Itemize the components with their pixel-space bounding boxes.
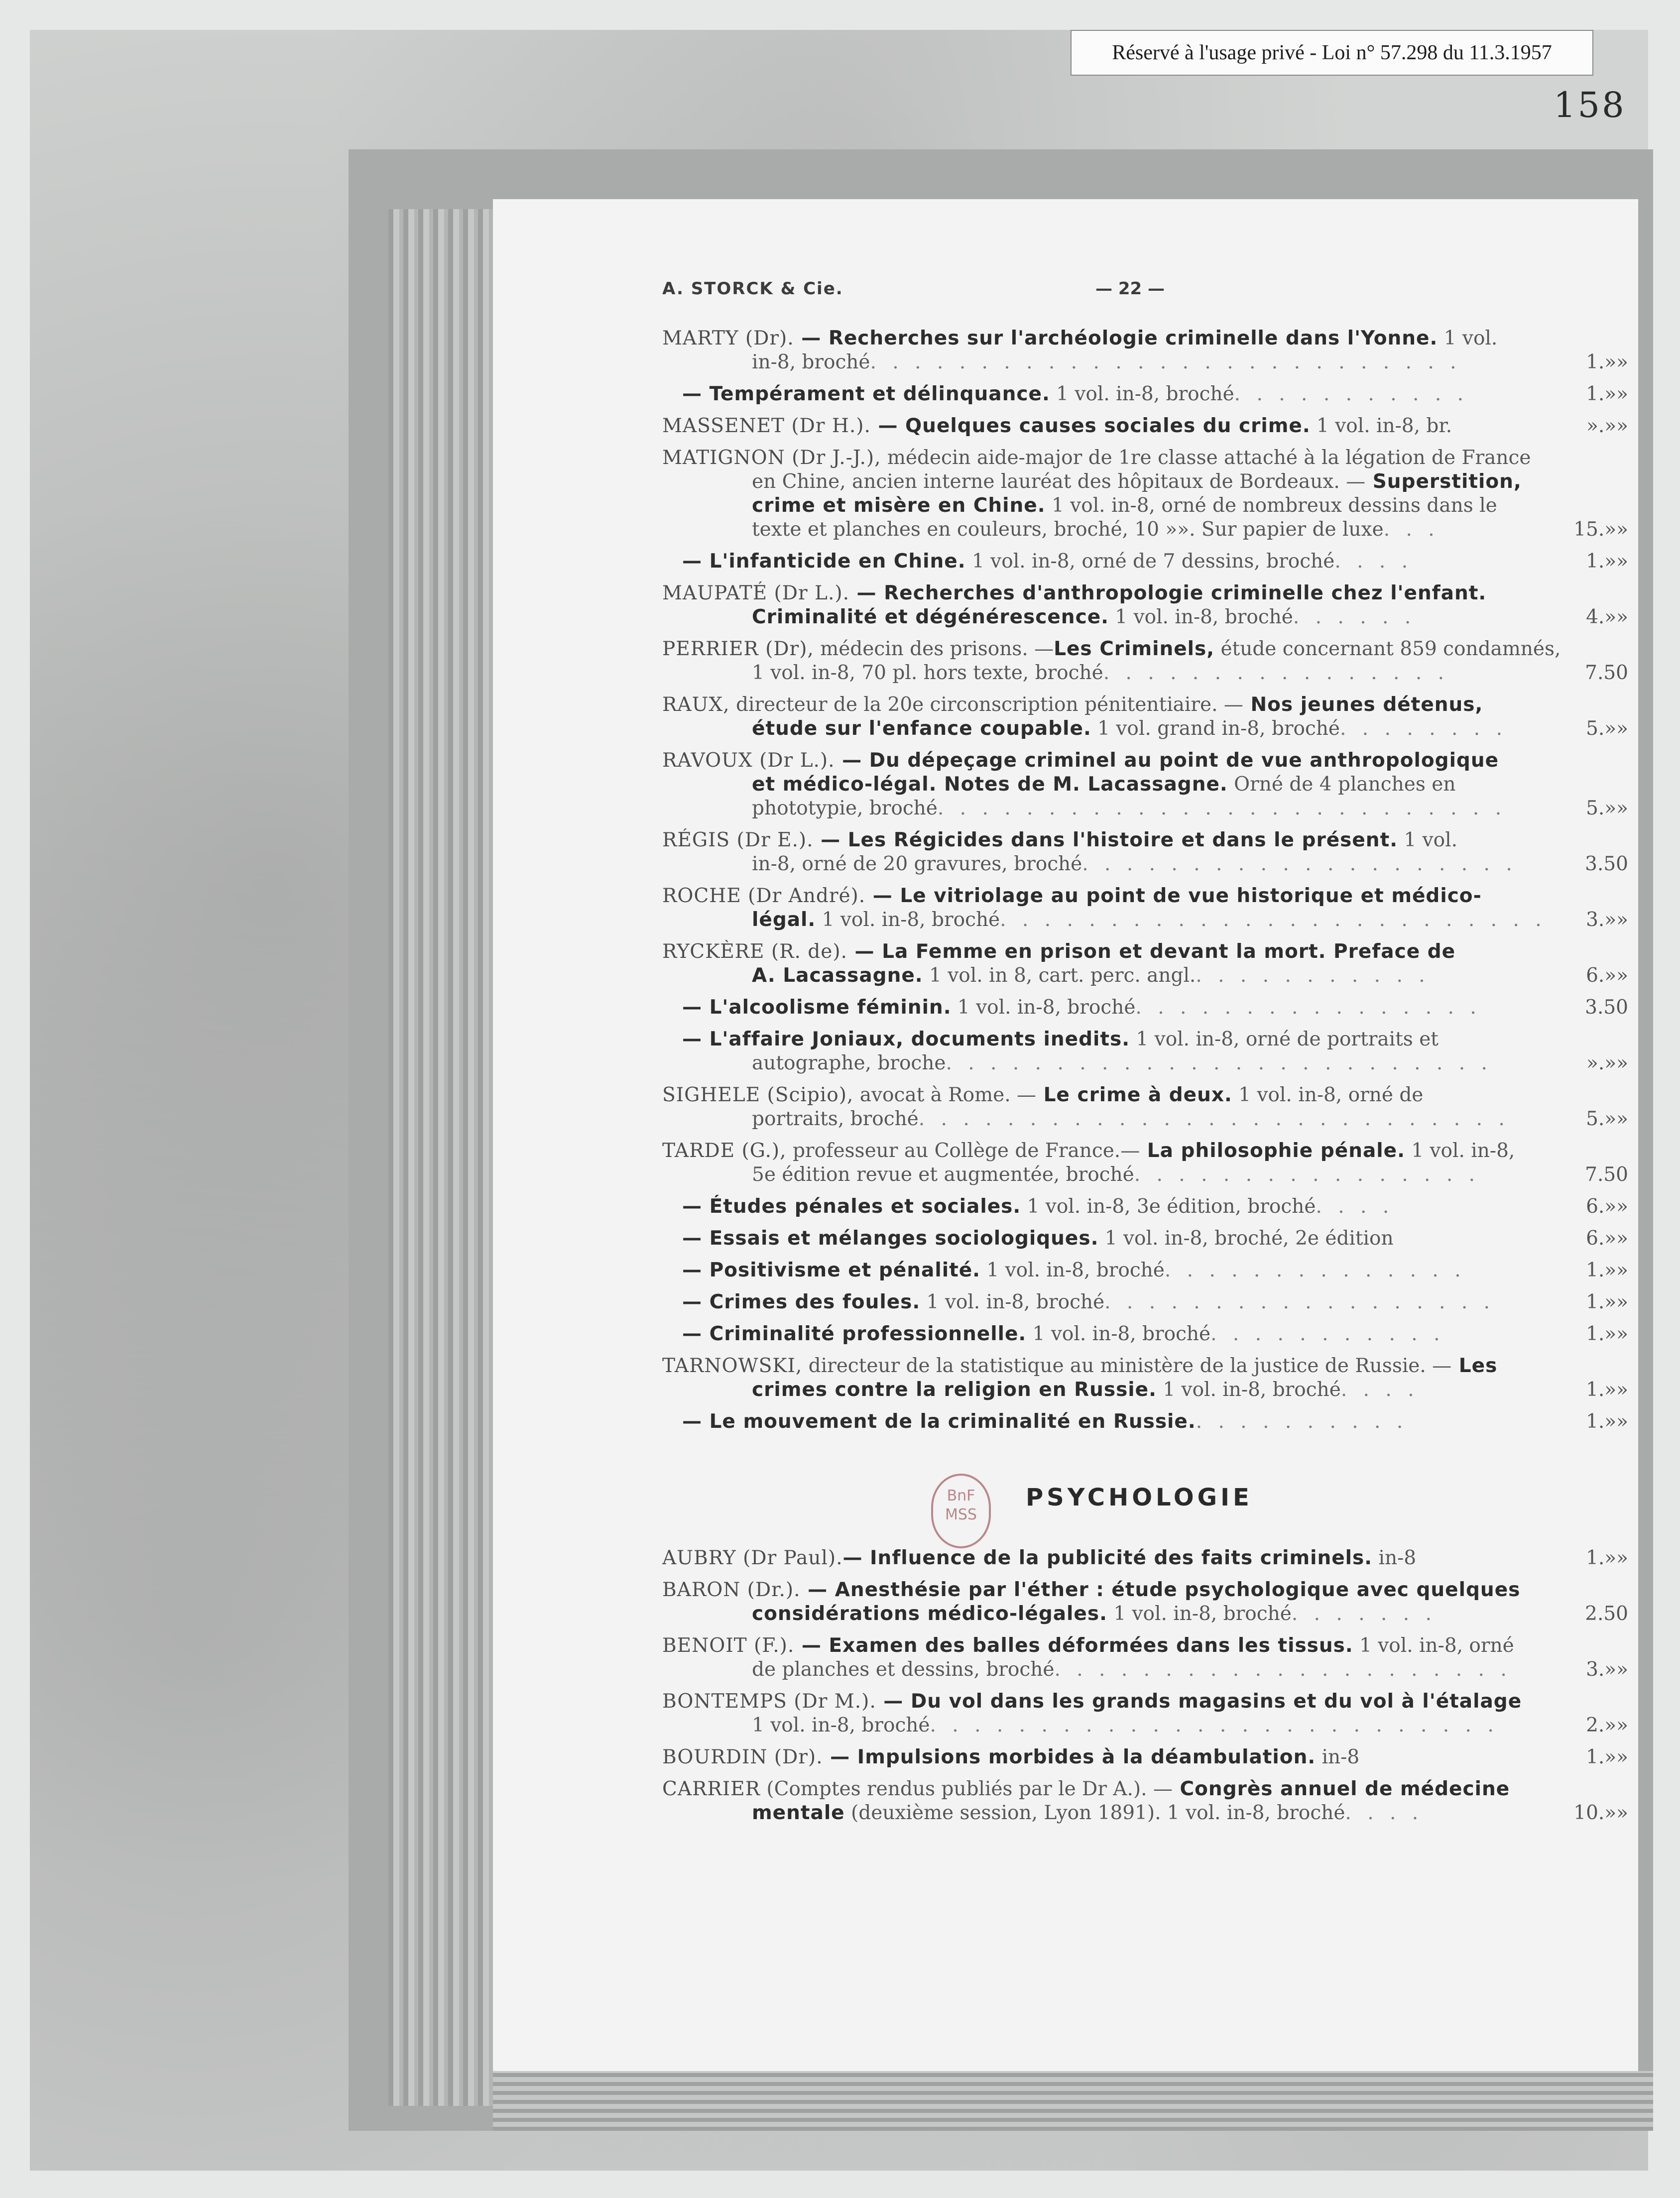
- catalogue-entry: [662, 1139, 1628, 1187]
- catalogue-entry: [662, 1690, 1628, 1737]
- entry-price: 5.»»: [1586, 1108, 1628, 1130]
- entry-leader-dots: . . . . . . . . . . . . . . . . . . . . . . . . .: [946, 1052, 1492, 1074]
- entry-price: 1.»»: [1586, 1746, 1628, 1768]
- entry-leader-dots: . . . . . . . . . . . . . . . . . .: [1104, 1291, 1495, 1313]
- entry-leader-dots: . . . . . . .: [1291, 1603, 1437, 1625]
- copyright-stamp: Réservé à l'usage privé - Loi n° 57.298 du 11.3.1957: [1071, 30, 1593, 76]
- catalogue-entry: [662, 1290, 1628, 1314]
- entry-line: [662, 717, 1628, 741]
- catalogue-entry: [662, 1546, 1628, 1570]
- entry-line: [662, 940, 1628, 964]
- entry-leader-dots: . . . . . . . . . . .: [1196, 964, 1430, 987]
- entry-leader-dots: . . . . . . . . . . . . . . . . . . . . . . . . . . .: [870, 351, 1461, 373]
- entry-line: [662, 1410, 1628, 1434]
- entry-author: MAUPATÉ (Dr L.).: [662, 582, 849, 604]
- entry-leader-dots: . . . .: [1316, 1195, 1394, 1218]
- entry-line: [662, 1602, 1628, 1626]
- entry-price: 1.»»: [1586, 1547, 1628, 1569]
- catalogue-entry: [662, 1195, 1628, 1219]
- entry-title: étude sur l'enfance coupable.: [752, 717, 1091, 740]
- entry-title: mentale: [752, 1802, 845, 1824]
- entry-text: (deuxième session, Lyon 1891). 1 vol. in-8, broché: [844, 1802, 1345, 1824]
- entry-leader-dots: . . . . . . . . . . . . . . . . . . . . .: [1054, 1658, 1512, 1681]
- catalogue-entry: [662, 446, 1628, 542]
- page-number: — 22 —: [1095, 279, 1165, 299]
- entry-text: de planches et dessins, broché: [752, 1658, 1055, 1681]
- catalogue-entry: [662, 1578, 1628, 1626]
- entry-text: 1 vol.: [1438, 327, 1498, 349]
- entry-line: [662, 1227, 1628, 1251]
- entry-title: Superstition,: [1365, 470, 1522, 493]
- catalogue-entries: [662, 327, 1628, 1434]
- entry-title: Les Criminels,: [1054, 638, 1215, 660]
- entry-price: 3.50: [1585, 996, 1628, 1019]
- entry-title: — Influence de la publicité des faits criminels.: [842, 1547, 1373, 1569]
- entry-price: 1.»»: [1586, 1291, 1628, 1313]
- entry-author: SIGHELE (Scipio),: [662, 1084, 854, 1106]
- section-title: PSYCHOLOGIE: [1026, 1484, 1253, 1511]
- entry-title: — Examen des balles déformées dans les tissus.: [794, 1634, 1353, 1657]
- entry-title: — Tempérament et délinquance.: [682, 383, 1050, 405]
- entry-price: 7.50: [1585, 662, 1628, 684]
- entry-title: — Du dépeçage criminel au point de vue anthropologique: [835, 749, 1499, 772]
- entry-leader-dots: . . . . . . . . . . . . . .: [1164, 1259, 1466, 1281]
- entry-author: TARNOWSKI,: [662, 1355, 803, 1377]
- entry-title: — Anesthésie par l'éther : étude psychologique avec quelques: [800, 1579, 1521, 1601]
- entry-line: [662, 414, 1628, 438]
- entry-author: RAVOUX (Dr L.).: [662, 749, 835, 772]
- catalogue-entry: [662, 1227, 1628, 1251]
- entry-price: 7.50: [1585, 1163, 1628, 1186]
- entry-text: 1 vol. in-8, 70 pl. hors texte, broché: [752, 662, 1103, 684]
- entry-line: [662, 550, 1628, 574]
- entry-title: — Études pénales et sociales.: [682, 1195, 1021, 1218]
- entry-line: [662, 637, 1628, 661]
- entry-title: — Les Régicides dans l'histoire et dans le présent.: [813, 829, 1398, 851]
- entry-text: 1 vol. grand in-8, broché: [1091, 717, 1340, 740]
- catalogue-entry: [662, 581, 1628, 629]
- page-header: [662, 279, 1628, 319]
- entry-line: [662, 1745, 1628, 1769]
- catalogue-entry: [662, 382, 1628, 406]
- entry-price: 2.50: [1585, 1603, 1628, 1625]
- entry-text: 1 vol. in 8, cart. perc. angl.: [923, 964, 1196, 987]
- entry-leader-dots: . . . . . . . . . . . . . . . . . . . .: [1082, 853, 1517, 875]
- entry-text: (Comptes rendus publiés par le Dr A.). —: [760, 1778, 1173, 1800]
- entry-leader-dots: . . . . . . . . . . . . . . . .: [1135, 996, 1481, 1019]
- catalogue-entry: [662, 749, 1628, 820]
- entry-author: BOURDIN (Dr).: [662, 1746, 823, 1768]
- catalogue-entry: [662, 1410, 1628, 1434]
- catalogue-entry: [662, 1777, 1628, 1825]
- entry-leader-dots: . . . . . .: [1293, 606, 1416, 628]
- entry-line: [662, 1658, 1628, 1682]
- entry-line: [662, 1578, 1628, 1602]
- entry-title: considérations médico-légales.: [752, 1603, 1107, 1625]
- entry-leader-dots: . . . . . . . . . .: [1196, 1410, 1408, 1433]
- seal-text-bottom: MSS: [945, 1506, 977, 1523]
- entry-line: [662, 996, 1628, 1020]
- entry-author: BONTEMPS (Dr M.).: [662, 1690, 876, 1713]
- entry-title: — L'affaire Joniaux, documents inedits.: [682, 1028, 1130, 1050]
- entry-line: [662, 828, 1628, 852]
- entry-leader-dots: . . . . . . . .: [1340, 717, 1507, 740]
- entry-text: 1 vol. in-8, orné: [1353, 1634, 1514, 1657]
- entry-title: Les: [1451, 1355, 1498, 1377]
- entry-price: 10.»»: [1573, 1802, 1628, 1824]
- entry-author: BENOIT (F.).: [662, 1634, 795, 1657]
- entry-price: 1.»»: [1586, 383, 1628, 405]
- entry-text: 1 vol. in-8, orné de 7 dessins, broché: [965, 550, 1335, 573]
- entry-author: MATIGNON (Dr J.-J.),: [662, 447, 881, 469]
- entry-line: [662, 1195, 1628, 1219]
- entry-text: 1 vol. in-8, broché, 2e édition: [1098, 1227, 1394, 1250]
- entry-author: PERRIER (Dr),: [662, 638, 814, 660]
- entry-leader-dots: . . . .: [1345, 1802, 1424, 1824]
- entry-line: [662, 581, 1628, 605]
- folio-number: 158: [1554, 85, 1626, 125]
- catalogue-page: [662, 279, 1628, 1825]
- entry-line: [662, 350, 1628, 374]
- entry-line: [662, 327, 1628, 350]
- entry-line: [662, 1290, 1628, 1314]
- entry-author: TARDE (G.),: [662, 1140, 787, 1162]
- entry-price: 6.»»: [1586, 964, 1628, 987]
- entry-price: 1.»»: [1586, 1323, 1628, 1345]
- entry-title: — La Femme en prison et devant la mort. Preface de: [847, 940, 1456, 963]
- entry-line: [662, 773, 1628, 797]
- entry-text: 1 vol. in-8, br.: [1310, 415, 1452, 437]
- entry-text: 1 vol. in-8, broché: [1107, 1603, 1292, 1625]
- entry-price: 1.»»: [1586, 1259, 1628, 1281]
- entry-title: — Du vol dans les grands magasins et du vol à l'étalage: [876, 1690, 1522, 1713]
- entry-text: 1 vol. in-8, orné de: [1232, 1084, 1424, 1106]
- entry-leader-dots: . . . . . . . . . . . . . . . .: [1134, 1163, 1480, 1186]
- entry-price: 1.»»: [1586, 1410, 1628, 1433]
- entry-text: directeur de la 20e circonscription pénitentiaire. —: [729, 694, 1243, 716]
- bnf-mss-seal-icon: [931, 1474, 991, 1548]
- entry-price: 3.»»: [1586, 909, 1628, 931]
- catalogue-entry: [662, 1354, 1628, 1402]
- entry-leader-dots: . . . . . . . . . . .: [1210, 1323, 1445, 1345]
- catalogue-entry: [662, 884, 1628, 932]
- entry-leader-dots: . . . . . . . . . . .: [1234, 383, 1469, 405]
- entry-price: 6.»»: [1586, 1195, 1628, 1218]
- entry-title: — Quelques causes sociales du crime.: [870, 415, 1311, 437]
- catalogue-entry: [662, 414, 1628, 438]
- entry-price: 1.»»: [1586, 550, 1628, 573]
- entry-author: RAUX,: [662, 694, 730, 716]
- entry-text: in-8, orné de 20 gravures, broché: [752, 853, 1082, 875]
- entry-text: professeur au Collège de France.—: [786, 1140, 1140, 1162]
- entry-text: médecin des prisons. —: [814, 638, 1054, 660]
- entry-line: [662, 1801, 1628, 1825]
- entry-text: in-8: [1372, 1547, 1417, 1569]
- entry-text: 1 vol. in-8, broché: [951, 996, 1136, 1019]
- catalogue-entry: [662, 693, 1628, 741]
- entry-line: [662, 797, 1628, 820]
- entry-author: MARTY (Dr).: [662, 327, 794, 349]
- entry-text: in-8, broché: [752, 351, 870, 373]
- entry-line: [662, 1777, 1628, 1801]
- entry-line: [662, 661, 1628, 685]
- entry-text: avocat à Rome. —: [853, 1084, 1036, 1106]
- entry-price: 3.50: [1585, 853, 1628, 875]
- entry-author: RÉGIS (Dr E.).: [662, 829, 814, 851]
- entry-text: 1 vol. in-8, broché: [920, 1291, 1105, 1313]
- entry-title: — Crimes des foules.: [682, 1291, 921, 1313]
- entry-title: A. Lacassagne.: [752, 964, 923, 987]
- entry-leader-dots: . . . . . . . . . . . . . . . . . . . . . . . . .: [1000, 909, 1547, 931]
- entry-price: 4.»»: [1586, 606, 1628, 628]
- entry-title: crimes contre la religion en Russie.: [752, 1379, 1157, 1401]
- entry-text: 1 vol. in-8, 3e édition, broché: [1021, 1195, 1316, 1218]
- entry-title: crime et misère en Chine.: [752, 494, 1046, 517]
- catalogue-entry: [662, 327, 1628, 374]
- entry-line: [662, 1083, 1628, 1107]
- entry-text: en Chine, ancien interne lauréat des hôpitaux de Bordeaux. —: [752, 470, 1366, 493]
- book-bottom-edge: [493, 2071, 1653, 2131]
- section-header: [662, 1479, 1628, 1538]
- entry-text: 1 vol. in-8, broché: [752, 1714, 930, 1736]
- entry-author: AUBRY (Dr Paul).: [662, 1547, 843, 1569]
- catalogue-entry: [662, 1259, 1628, 1282]
- entry-title: — Le mouvement de la criminalité en Russie.: [682, 1410, 1196, 1433]
- entry-leader-dots: . . . . . . . . . . . . . . . . . . . . . . . . . .: [930, 1714, 1499, 1736]
- entry-line: [662, 693, 1628, 717]
- psychology-entries: [662, 1546, 1628, 1825]
- entry-line: [662, 1163, 1628, 1187]
- entry-text: directeur de la statistique au ministère de la justice de Russie. —: [802, 1355, 1452, 1377]
- entry-author: MASSENET (Dr H.).: [662, 415, 871, 437]
- entry-title: — L'alcoolisme féminin.: [682, 996, 952, 1019]
- entry-text: 1 vol.: [1398, 829, 1458, 851]
- entry-author: ROCHE (Dr André).: [662, 885, 866, 907]
- entry-title: légal.: [752, 909, 816, 931]
- entry-line: [662, 1139, 1628, 1163]
- entry-price: ».»»: [1586, 415, 1628, 437]
- catalogue-entry: [662, 940, 1628, 988]
- entry-text: phototypie, broché: [752, 797, 938, 819]
- entry-text: portraits, broché: [752, 1108, 919, 1130]
- catalogue-entry: [662, 1634, 1628, 1682]
- catalogue-entry: [662, 996, 1628, 1020]
- entry-title: Congrès annuel de médecine: [1172, 1778, 1510, 1800]
- entry-line: [662, 470, 1628, 494]
- entry-price: 5.»»: [1586, 797, 1628, 819]
- entry-title: La philosophie pénale.: [1140, 1140, 1405, 1162]
- entry-leader-dots: . . . .: [1340, 1379, 1419, 1401]
- entry-title: — Essais et mélanges sociologiques.: [682, 1227, 1099, 1250]
- entry-text: 1 vol. in-8, broché: [1050, 383, 1234, 405]
- entry-line: [662, 494, 1628, 518]
- entry-line: [662, 1634, 1628, 1658]
- entry-text: autographe, broche: [752, 1052, 946, 1074]
- entry-line: [662, 605, 1628, 629]
- entry-line: [662, 1378, 1628, 1402]
- entry-text: 1 vol. in-8, orné de portraits et: [1130, 1028, 1439, 1050]
- entry-line: [662, 908, 1628, 932]
- entry-text: 1 vol. in-8, broché: [1156, 1379, 1341, 1401]
- entry-line: [662, 1259, 1628, 1282]
- entry-line: [662, 1690, 1628, 1714]
- entry-line: [662, 1051, 1628, 1075]
- entry-text: 1 vol. in-8, broché: [980, 1259, 1165, 1281]
- entry-author: CARRIER: [662, 1778, 760, 1800]
- entry-line: [662, 1714, 1628, 1737]
- entry-title: — L'infanticide en Chine.: [682, 550, 966, 573]
- entry-price: 15.»»: [1573, 518, 1628, 541]
- entry-title: — Impulsions morbides à la déambulation.: [823, 1746, 1316, 1768]
- entry-line: [662, 1546, 1628, 1570]
- entry-line: [662, 382, 1628, 406]
- entry-price: 2.»»: [1586, 1714, 1628, 1736]
- seal-text-top: BnF: [947, 1487, 975, 1504]
- entry-line: [662, 446, 1628, 470]
- catalogue-entry: [662, 1322, 1628, 1346]
- catalogue-entry: [662, 637, 1628, 685]
- entry-title: — Positivisme et pénalité.: [682, 1259, 980, 1281]
- catalogue-entry: [662, 1028, 1628, 1075]
- entry-line: [662, 884, 1628, 908]
- entry-text: 5e édition revue et augmentée, broché: [752, 1163, 1134, 1186]
- entry-author: BARON (Dr.).: [662, 1579, 801, 1601]
- entry-title: et médico-légal. Notes de M. Lacassagne.: [752, 773, 1228, 796]
- entry-line: [662, 1107, 1628, 1131]
- entry-text: 1 vol. in-8, orné de nombreux dessins dans le: [1045, 494, 1497, 517]
- entry-title: — Criminalité professionnelle.: [682, 1323, 1027, 1345]
- entry-line: [662, 964, 1628, 988]
- entry-price: 3.»»: [1586, 1658, 1628, 1681]
- entry-text: 1 vol. in-8, broché: [1026, 1323, 1211, 1345]
- entry-leader-dots: . . . . . . . . . . . . . . . . . . . . . . . . . .: [937, 797, 1507, 819]
- publisher-name: A. STORCK & Cie.: [662, 279, 843, 299]
- entry-title: — Recherches d'anthropologie criminelle chez l'enfant.: [849, 582, 1487, 604]
- catalogue-entry: [662, 550, 1628, 574]
- entry-price: 1.»»: [1586, 1379, 1628, 1401]
- entry-text: 1 vol. in-8,: [1405, 1140, 1515, 1162]
- catalogue-entry: [662, 1083, 1628, 1131]
- entry-text: Orné de 4 planches en: [1227, 773, 1456, 796]
- entry-line: [662, 1322, 1628, 1346]
- entry-leader-dots: . . .: [1383, 518, 1440, 541]
- entry-line: [662, 1354, 1628, 1378]
- entry-title: — Le vitriolage au point de vue historique et médico-: [865, 885, 1482, 907]
- entry-price: ».»»: [1586, 1052, 1628, 1074]
- entry-line: [662, 518, 1628, 542]
- entry-text: 1 vol. in-8, broché: [1108, 606, 1293, 628]
- book-page-edges: [388, 209, 508, 2106]
- entry-line: [662, 852, 1628, 876]
- entry-text: texte et planches en couleurs, broché, 10 »». Sur papier de luxe: [752, 518, 1384, 541]
- entry-leader-dots: . . . . . . . . . . . . . . . .: [1103, 662, 1449, 684]
- entry-title: Le crime à deux.: [1036, 1084, 1232, 1106]
- entry-author: RYCKÈRE (R. de).: [662, 940, 847, 963]
- entry-price: 6.»»: [1586, 1227, 1628, 1250]
- entry-line: [662, 749, 1628, 773]
- entry-text: étude concernant 859 condamnés,: [1214, 638, 1561, 660]
- entry-line: [662, 1028, 1628, 1051]
- entry-leader-dots: . . . . . . . . . . . . . . . . . . . . . . . . . . .: [918, 1108, 1510, 1130]
- entry-leader-dots: . . . .: [1334, 550, 1413, 573]
- entry-title: — Recherches sur l'archéologie criminelle dans l'Yonne.: [794, 327, 1438, 349]
- entry-title: Nos jeunes détenus,: [1243, 694, 1483, 716]
- catalogue-entry: [662, 1745, 1628, 1769]
- entry-price: 5.»»: [1586, 717, 1628, 740]
- entry-text: in-8: [1316, 1746, 1360, 1768]
- entry-price: 1.»»: [1586, 351, 1628, 373]
- entry-text: médecin aide-major de 1re classe attaché à la légation de France: [881, 447, 1531, 469]
- catalogue-entry: [662, 828, 1628, 876]
- entry-text: 1 vol. in-8, broché: [816, 909, 1000, 931]
- entry-title: Criminalité et dégénérescence.: [752, 606, 1109, 628]
